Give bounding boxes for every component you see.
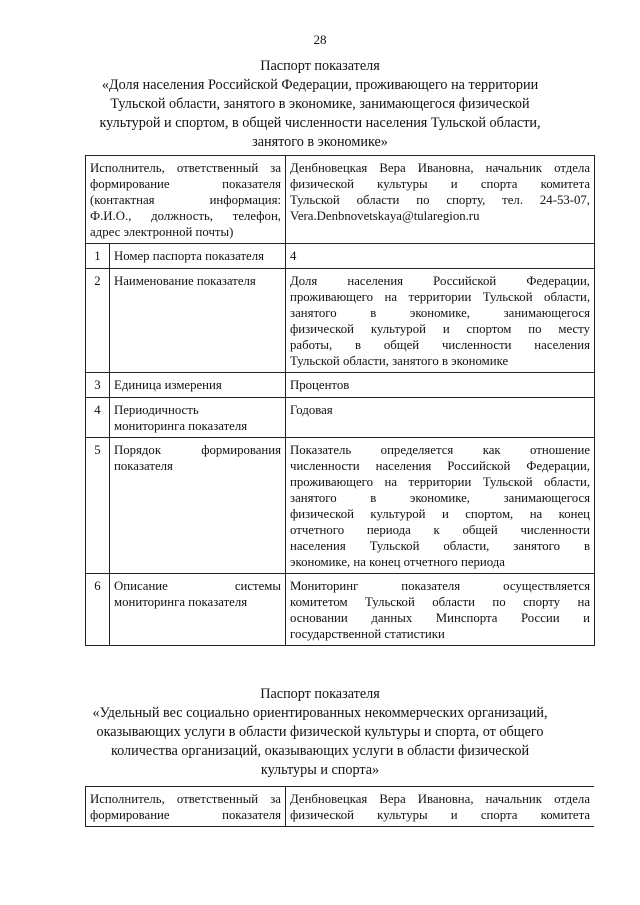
passport1-title: Паспорт показателя [260, 58, 380, 74]
passport2-subtitle-line: количества организаций, оказывающих услуги в области физической [110, 743, 530, 759]
passport1-subtitle-line: культурой и спортом, в общей численности населения Тульской области, [99, 115, 541, 131]
executor-label: Исполнитель, ответственный за формирование показателя [86, 787, 286, 827]
row-value: Годовая [286, 398, 595, 438]
row-value: Мониторинг показателя осуществляется комитетом Тульской области по спорту на основании данных Минспорта России и государственной статистики [286, 574, 595, 646]
table-row [86, 373, 595, 398]
passport2-title: Паспорт показателя [260, 686, 380, 702]
row-label: Номер паспорта показателя [110, 244, 286, 269]
table-row [86, 398, 595, 438]
table-row [86, 269, 595, 373]
row-number: 1 [86, 244, 110, 269]
passport2-table-clip [85, 786, 594, 834]
passport2-subtitle-line: культуры и спорта» [260, 762, 380, 778]
passport1-heading [80, 57, 560, 152]
table-row [86, 787, 595, 827]
passport2-subtitle-line: оказывающих услуги в области физической культуры и спорта, от общего [96, 724, 544, 740]
row-label: Наименование показателя [110, 269, 286, 373]
row-value: Доля населения Российской Федерации, проживающего на территории Тульской области, занятого в экономике, занимающегося физической культурой и спортом по месту работы, в общей численности населения Тульской области, занятого в экономике [286, 269, 595, 373]
row-number: 6 [86, 574, 110, 646]
table-row [86, 574, 595, 646]
passport1-table [85, 155, 595, 646]
passport2-subtitle-line: «Удельный вес социально ориентированных некоммерческих организаций, [92, 705, 548, 721]
executor-value: Денбновецкая Вера Ивановна, начальник отдела физической культуры и спорта комитета Тульской области по спорту, тел. 24-53-07, Vera.Denbnovetskaya@tularegion.ru [286, 156, 595, 244]
passport1-subtitle-line: занятого в экономике» [252, 134, 388, 150]
row-label: Описание системы мониторинга показателя [110, 574, 286, 646]
row-number: 2 [86, 269, 110, 373]
row-value: 4 [286, 244, 595, 269]
row-value: Показатель определяется как отношение численности населения Российской Федерации, проживающего на территории Тульской области, занятого в экономике, занимающегося физической культурой и спортом, на конец отчетного периода к общей численности населения Тульской области, занятого в экономике, на конец отчетного периода [286, 438, 595, 574]
passport2-table [85, 786, 594, 827]
executor-label: Исполнитель, ответственный за формирование показателя (контактная информация: Ф.И.О., должность, телефон, адрес электронной почты) [86, 156, 286, 244]
row-value: Процентов [286, 373, 595, 398]
page-number: 28 [313, 32, 327, 47]
passport1-subtitle-line: «Доля населения Российской Федерации, проживающего на территории [101, 77, 539, 93]
row-label: Порядок формирования показателя [110, 438, 286, 574]
row-label: Единица измерения [110, 373, 286, 398]
row-number: 4 [86, 398, 110, 438]
row-label: Периодичность мониторинга показателя [110, 398, 286, 438]
table-row [86, 156, 595, 244]
executor-value: Денбновецкая Вера Ивановна, начальник отдела физической культуры и спорта комитета [286, 787, 595, 827]
passport2-heading [80, 685, 560, 780]
table-row [86, 438, 595, 574]
row-number: 3 [86, 373, 110, 398]
row-number: 5 [86, 438, 110, 574]
table-row [86, 244, 595, 269]
passport1-subtitle-line: Тульской области, занятого в экономике, занимающегося физической [110, 96, 530, 112]
